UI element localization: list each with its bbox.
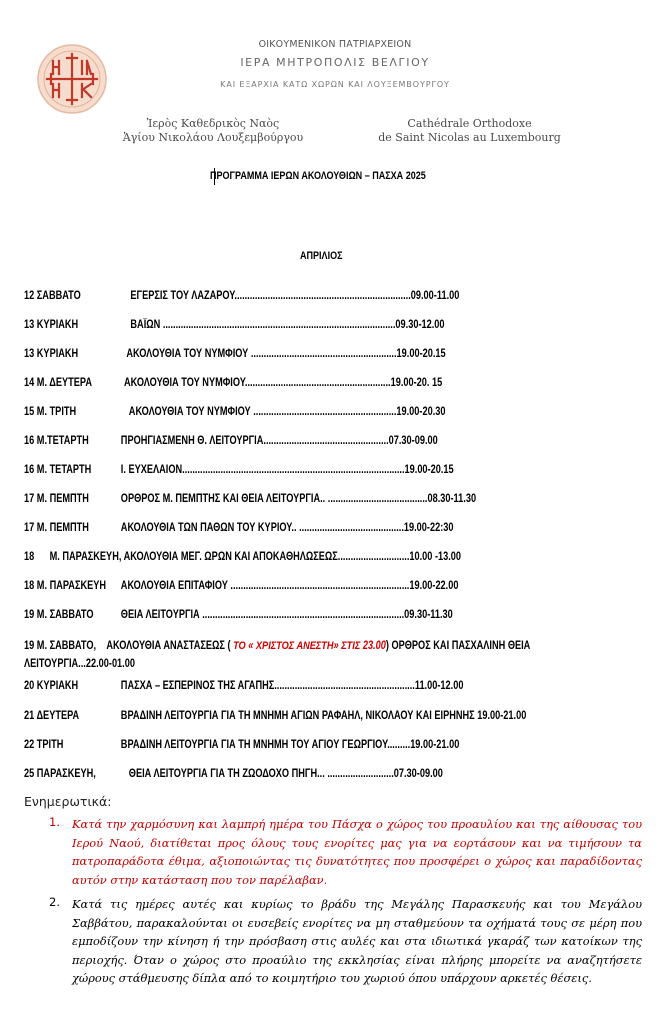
schedule-service: ΘΕΙΑ ΛΕΙΤΟΥΡΓΙΑ ΓΙΑ ΤΗ ΖΩΟΔΟΧΟ ΠΗΓΗ... ..........................07.30-09.00 bbox=[128, 768, 443, 780]
schedule-day: 18 bbox=[24, 551, 35, 563]
schedule-day: 25 ΠΑΡΑΣΚΕΥΗ, bbox=[24, 768, 96, 780]
schedule-service bbox=[106, 640, 530, 652]
note-number: 1. bbox=[49, 815, 60, 829]
schedule-day: 17 Μ. ΠΕΜΠΤΗ bbox=[24, 493, 89, 505]
schedule-day: 13 ΚΥΡΙΑΚΗ bbox=[24, 348, 79, 360]
schedule-service: ΒΡΑΔΙΝΗ ΛΕΙΤΟΥΡΓΙΑ ΓΙΑ ΤΗ ΜΝΗΜΗ ΤΟΥ ΑΓΙΟΥ ΓΕΩΡΓΙΟΥ.........19.00-21.00 bbox=[120, 739, 460, 751]
schedule-service-part: ) ΟΡΘΡΟΣ ΚΑΙ ΠΑΣΧΑΛΙΝΗ ΘΕΙΑ bbox=[385, 640, 531, 652]
schedule-service: ΑΚΟΛΟΥΘΙΑ ΤΟΥ ΝΥΜΦΙΟΥ ........................................................19.00-20.30 bbox=[128, 406, 446, 418]
schedule-service: ΠΡΟΗΓΙΑΣΜΕΝΗ Θ. ΛΕΙΤΟΥΡΓΙΑ.................................................07.30-09.00 bbox=[120, 435, 438, 447]
schedule-day: 15 Μ. ΤΡΙΤΗ bbox=[24, 406, 77, 418]
schedule-day: 19 Μ. ΣΑΒΒΑΤΟ, bbox=[24, 640, 97, 652]
schedule-day: 14 Μ. ΔΕΥΤΕΡΑ bbox=[24, 377, 92, 389]
schedule-service-line2: ΛΕΙΤΟΥΡΓΙΑ...22.00-01.00 bbox=[24, 658, 135, 670]
church-name-greek-line1: Ἱερὸς Καθεδρικὸς Ναὸς bbox=[146, 117, 280, 130]
schedule-day: 22 ΤΡΙΤΗ bbox=[24, 739, 64, 751]
document-title: ΠΡΟΓΡΑΜΜΑ ΙΕΡΩΝ ΑΚΟΛΟΥΘΙΩΝ – ΠΑΣΧΑ 2025 bbox=[210, 170, 426, 182]
note-paragraph: Κατά τις ημέρες αυτές και κυρίως το βράδυ της Μεγάλης Παρασκευής και του Μεγάλου Σαββάτου, παρακαλούνται οι ευσεβείς ενορίτες να μη σταθμεύουν τα οχήματά τους σε μέρη που εμποδίζουν την κίνηση ή την πρόσβαση στις αυλές και στα ιδιωτικά γκαράζ των κατοίκων της περιοχής. Όταν ο χώρος στο προαύλιο της εκκλησίας είναι πλήρης μπορείτε να αναζητήσετε χώρους στάθμευσης δίπλα από το κοιμητήριο του χωριού όπου υπάρχουν αρκετές θέσεις. bbox=[72, 897, 642, 986]
church-name-french-line2: de Saint Nicolas au Luxembourg bbox=[378, 131, 561, 144]
schedule-day: 18 Μ. ΠΑΡΑΣΚΕΥΗ bbox=[24, 580, 107, 592]
schedule-service: ΑΚΟΛΟΥΘΙΑ ΕΠΙΤΑΦΙΟΥ ......................................................................19.00-22.00 bbox=[120, 580, 459, 592]
church-name-french-line1: Cathédrale Orthodoxe bbox=[407, 117, 532, 130]
schedule-service: ΑΚΟΛΟΥΘΙΑ ΤΟΥ ΝΥΜΦΙΟΥ .........................................................19.00-20.15 bbox=[126, 348, 446, 360]
schedule-service: Μ. ΠΑΡΑΣΚΕΥΗ, ΑΚΟΛΟΥΘΙΑ ΜΕΓ. ΩΡΩΝ ΚΑΙ ΑΠΟΚΑΘΗΛΩΣΕΩΣ............................10.00 -13.00 bbox=[49, 551, 462, 563]
org-line-metropolis: ΙΕΡΑ ΜΗΤΡΟΠΟΛΙΣ ΒΕΛΓΙΟΥ bbox=[240, 56, 430, 69]
schedule-day: 19 Μ. ΣΑΒΒΑΤΟ bbox=[24, 609, 94, 621]
schedule-service: ΟΡΘΡΟΣ Μ. ΠΕΜΠΤΗΣ ΚΑΙ ΘΕΙΑ ΛΕΙΤΟΥΡΓΙΑ.. .......................................08.30-11.30 bbox=[120, 493, 477, 505]
note-number: 2. bbox=[49, 895, 60, 909]
schedule-service: ΠΑΣΧΑ – ΕΣΠΕΡΙΝΟΣ ΤΗΣ ΑΓΑΠΗΣ.......................................................11.00-12.00 bbox=[120, 680, 464, 692]
schedule-day: 21 ΔΕΥΤΕΡΑ bbox=[24, 710, 80, 722]
schedule-service-part: ΑΚΟΛΟΥΘΙΑ ΑΝΑΣΤΑΣΕΩΣ ( bbox=[106, 640, 234, 652]
schedule-service: ΘΕΙΑ ΛΕΙΤΟΥΡΓΙΑ ...............................................................................09.30-11.30 bbox=[120, 609, 453, 621]
org-line-patriarchate: ΟΙΚΟΥΜΕΝΙΚΟΝ ΠΑΤΡΙΑΡΧΕΙΟΝ bbox=[258, 39, 412, 50]
church-name-greek bbox=[118, 117, 308, 145]
schedule-service: ΕΓΕΡΣΙΣ ΤΟΥ ΛΑΖΑΡΟΥ.....................................................................09.00-11.00 bbox=[130, 290, 460, 302]
month-heading: ΑΠΡΙΛΙΟΣ bbox=[300, 250, 343, 262]
schedule-service: ΒΡΑΔΙΝΗ ΛΕΙΤΟΥΡΓΙΑ ΓΙΑ ΤΗ ΜΝΗΜΗ ΑΓΙΩΝ ΡΑΦΑΗΛ, ΝΙΚΟΛΑΟΥ ΚΑΙ ΕΙΡΗΝΗΣ 19.00-21.00 bbox=[120, 710, 527, 722]
schedule-day: 12 ΣΑΒΒΑΤΟ bbox=[24, 290, 81, 302]
org-line-exarchate: ΚΑΙ ΕΞΑΡΧΙΑ ΚΑΤΩ ΧΩΡΩΝ ΚΑΙ ΛΟΥΞΕΜΒΟΥΡΓΟΥ bbox=[220, 80, 450, 89]
schedule-day: 16 Μ.ΤΕΤΑΡΤΗ bbox=[24, 435, 89, 447]
schedule-service: Ι. ΕΥΧΕΛΑΙΟΝ.......................................................................................19.00-20.15 bbox=[120, 464, 454, 476]
schedule-day: 13 ΚΥΡΙΑΚΗ bbox=[24, 319, 79, 331]
note-paragraph: Κατά την χαρμόσυνη και λαμπρή ημέρα του Πάσχα ο χώρος του προαυλίου και της αίθουσας του Ιερού Ναού, διατίθεται προς όλους τους ενορίτες μας για να εορτάσουν και να τιμήσουν τα πατροπαράδοτα έθιμα, αξιοποιώντας τις δυνατότητες που προσφέρει ο χώρος και παραδίδοντας αυτόν στην κατάσταση που τον παρέλαβαν. bbox=[72, 817, 642, 887]
patriarchate-seal-logo bbox=[37, 44, 107, 114]
schedule-service: ΒΑΪΩΝ ...........................................................................................09.30-12.00 bbox=[130, 319, 445, 331]
schedule-service: ΑΚΟΛΟΥΘΙΑ ΤΩΝ ΠΑΘΩΝ ΤΟΥ ΚΥΡΙΟΥ.. .........................................19.00-22:30 bbox=[120, 522, 454, 534]
schedule-day: 16 Μ. ΤΕΤΑΡΤΗ bbox=[24, 464, 92, 476]
schedule-day: 20 ΚΥΡΙΑΚΗ bbox=[24, 680, 79, 692]
schedule-day: 17 Μ. ΠΕΜΠΤΗ bbox=[24, 522, 89, 534]
church-name-greek-line2: Ἁγίου Νικολάου Λουξεμβούργου bbox=[122, 131, 304, 144]
church-name-french bbox=[367, 117, 572, 145]
schedule-service: ΑΚΟΛΟΥΘΙΑ ΤΟΥ ΝΥΜΦΙΟΥ.........................................................19.00-20. 15 bbox=[124, 377, 443, 389]
notes-heading: Ενημερωτικά: bbox=[24, 794, 112, 809]
christos-anesti-highlight: ΤΟ « ΧΡΙΣΤΟΣ ΑΝΕΣΤΗ» ΣΤΙΣ 23.00 bbox=[233, 640, 386, 652]
